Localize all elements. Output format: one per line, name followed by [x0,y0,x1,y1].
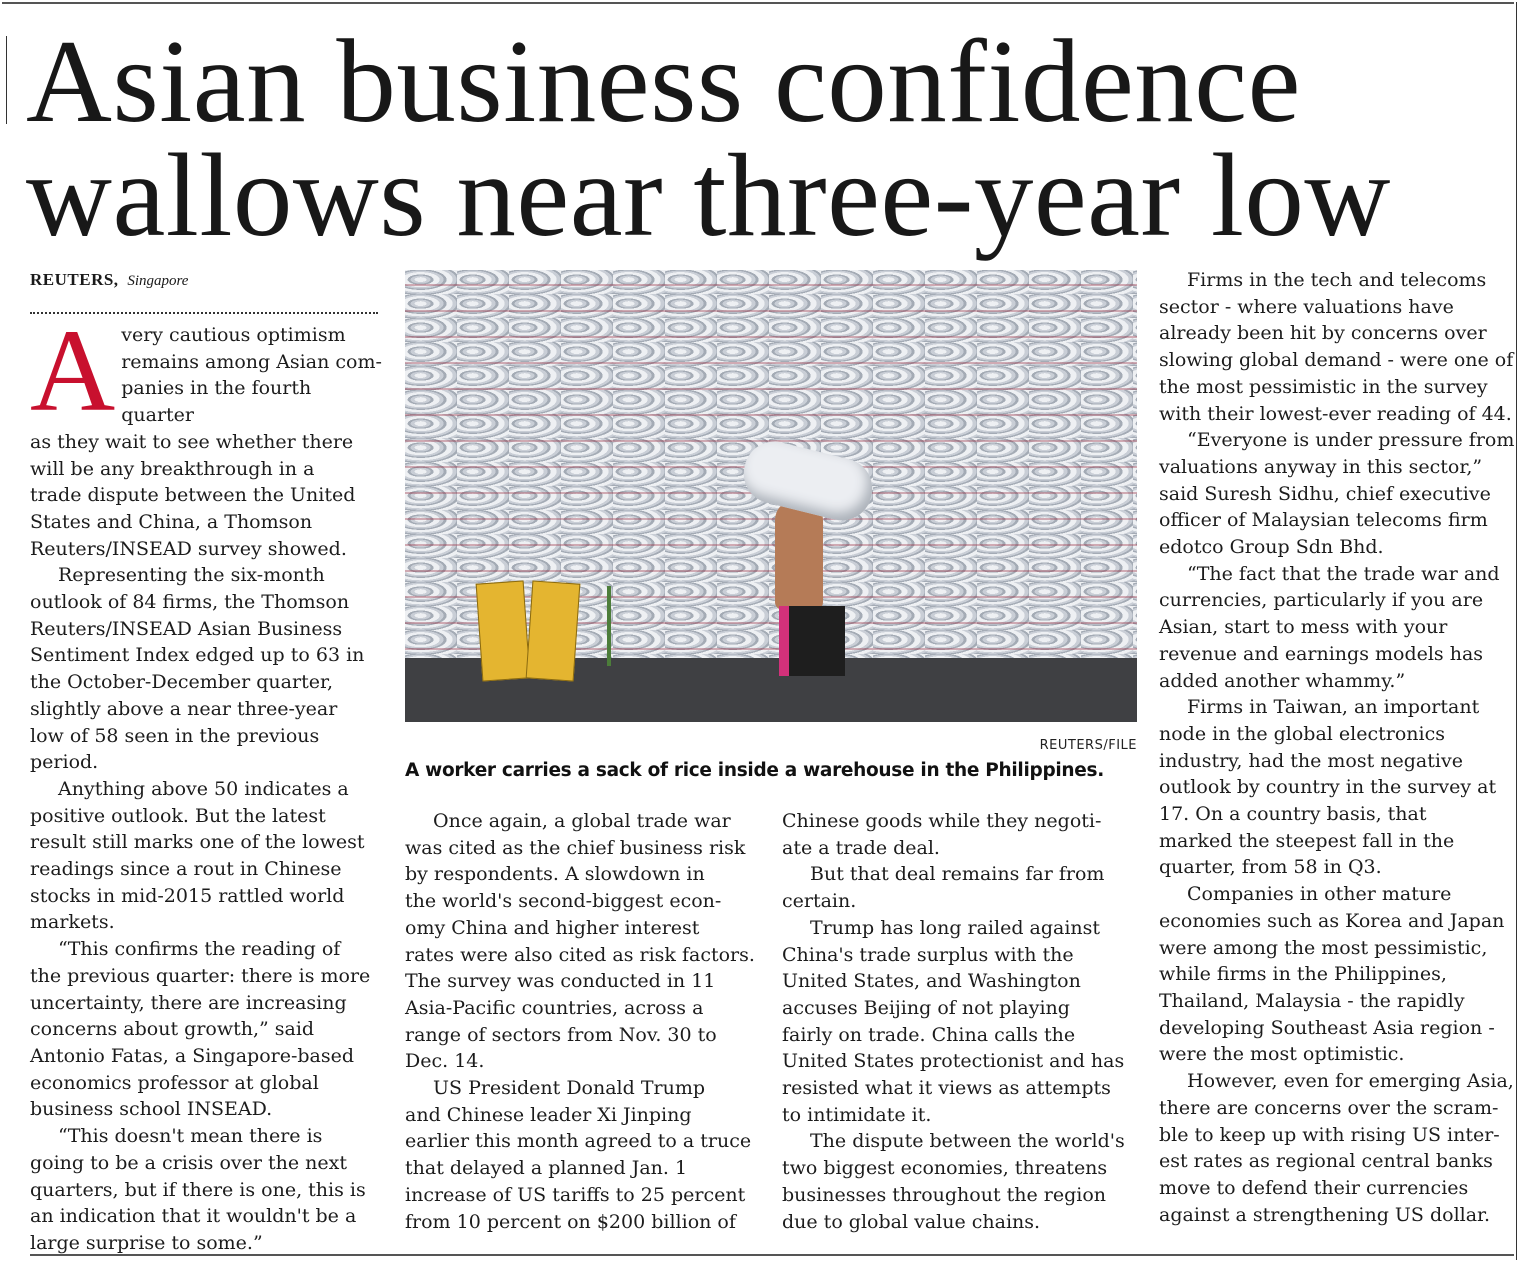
drop-cap: A [30,305,116,436]
paragraph: Firms in Taiwan, an important node in the global electronics industry, had the most negative outlook by country in the survey at 17. On a country basis, that marked the steepest fall in the quarter, from 58 in Q3. [1159,696,1497,879]
left-edge-rule [6,36,7,124]
paragraph: “Everyone is under pressure from valuations anyway in this sector,” said Suresh Sidhu, chief executive officer of Malaysian telecoms firm edotco Group Sdn Bhd. [1159,429,1515,559]
paragraph: Trump has long railed against China's trade surplus with the United States, and Washington accuses Beijing of not playing fairly on trade. China calls the United States protectionist and has resisted what it views as attempts to intimidate it. [782,916,1125,1126]
paragraph: The dispute between the world's two biggest economies, threatens businesses throughout the region due to global value chains. [782,1130,1125,1233]
right-edge-rule [1516,2,1517,1260]
top-rule [2,2,1514,4]
byline-source: REUTERS, [30,270,119,289]
paragraph: Anything above 50 indicates a positive outlook. But the latest result still marks one of the lowest readings since a rout in Chinese stocks in mid-2015 rattled world markets. [30,777,365,934]
paragraph: However, even for emerging Asia, there are concerns over the scram- ble to keep up with rising US inter- est rates as regional central banks move to defend their currencies against a strengthening US dollar. [1159,1070,1514,1226]
paragraph: US President Donald Trump and Chinese leader Xi Jinping earlier this month agreed to a truce that delayed a planned Jan. 1 increase of US tariffs to 25 percent from 10 percent on $200 billion of [405,1077,752,1233]
yellow-rice-bag [476,580,531,681]
paragraph: “This doesn't mean there is going to be a crisis over the next quarters, but if there is one, this is an indication that it wouldn't be a large surprise to some.” [30,1125,366,1254]
paragraph: Once again, a global trade war was cited as the chief business risk by respondents. A slowdown in the world's second-biggest econ- omy China and higher interest rates were also cited as risk factors. The survey was conducted in 11 Asia-Pacific countries, across a range of sectors from Nov. 30 to Dec. 14. [405,810,755,1073]
photo-caption: A worker carries a sack of rice inside a warehouse in the Philippines. [405,760,1104,781]
yellow-rice-bag [526,580,581,681]
worker-figure [775,500,823,610]
column-2 [405,808,767,1235]
paragraph: “This confirms the reading of the previous quarter: there is more uncertainty, there are increasing concerns about growth,” said Antonio Fatas, a Singapore-based economics professor at global business school INSEAD. [30,938,371,1121]
worker-shorts [779,606,845,676]
column-3 [782,808,1144,1235]
headline: Asian business confidence wallows near three-year low [26,15,1391,261]
paragraph: “The fact that the trade war and currencies, particularly if you are Asian, start to mess with your revenue and earnings models has added another whammy.” [1159,562,1500,692]
warehouse-photo [405,270,1137,722]
paragraph: Chinese goods while they negoti- ate a trade deal. [782,810,1102,859]
paragraph: But that deal remains far from certain. [782,863,1105,913]
paragraph: Representing the six-month outlook of 84 firms, the Thomson Reuters/INSEAD Asian Business Sentiment Index edged up to 63 in the October-December quarter, slightly above a near three-year low of 58 seen in the previous period. [30,564,365,774]
photo-credit: REUTERS/FILE [1039,738,1137,753]
byline-location: Singapore [127,273,189,289]
paragraph: Firms in the tech and telecoms sector - where valuations have already been hit by concerns over slowing global demand - were one of the most pessimistic in the survey with their lowest-ever reading of 44. [1159,269,1514,425]
paragraph: Companies in other mature economies such as Korea and Japan were among the most pessimistic, while firms in the Philippines, Thailand, Malaysia - the rapidly developing Southeast Asia region - were the most optimistic. [1159,883,1505,1066]
paragraph: very cautious optimism remains among Asian com- panies in the fourth quarter as they wait to see whether there will be any breakthrough in a trade dispute between the United States and China, a Thomson Reuters/INSEAD survey showed. [30,324,382,560]
column-4 [1159,267,1515,1228]
bottom-rule [30,1254,1514,1256]
byline [30,270,188,290]
column-1 [30,305,382,1257]
broom [607,586,611,666]
